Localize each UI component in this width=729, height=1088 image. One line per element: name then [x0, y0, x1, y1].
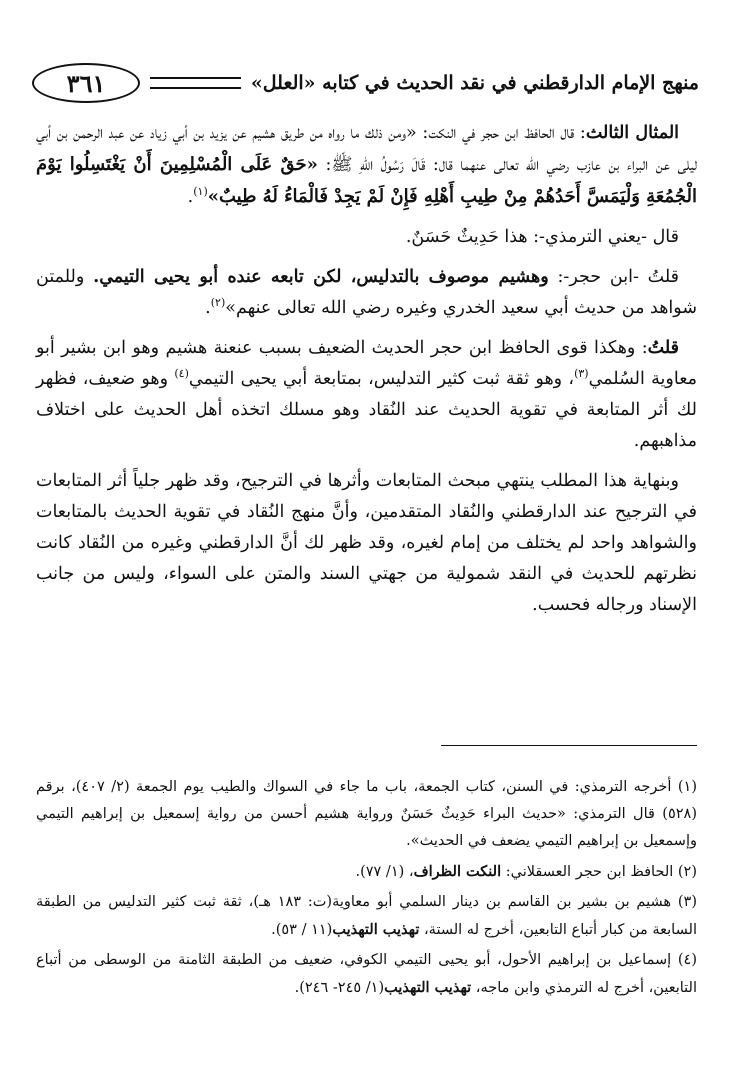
footnote-text: (٢) الحافظ ابن حجر العسقلاني: [501, 864, 697, 880]
paragraph-text: قال -يعني الترمذي-: هذا حَدِيثٌ حَسَنٌ. [405, 227, 679, 247]
footnote-source-title: تهذيب التهذيب [332, 921, 420, 938]
footnote-text-end: ، (١/ ٧٧). [355, 864, 414, 880]
comment-label: قلتُ [647, 338, 679, 358]
footnote-1 [36, 774, 697, 855]
page-number: ٣٦١ [32, 63, 140, 103]
running-header [32, 60, 699, 106]
footnote-3 [36, 889, 697, 944]
footnote-ref-1: (١) [193, 185, 208, 199]
paragraph-conclusion [36, 466, 697, 621]
footnote-text-end: (١١ / ٥٣). [271, 922, 333, 938]
footnote-2 [36, 858, 697, 886]
paragraph-text: : وهكذا قوى الحافظ ابن حجر الحديث الضعيف بسبب عنعنة هشيم وهو ابن بشير أبو معاوية السُلمي [36, 338, 698, 389]
example-label: المثال الثالث [585, 123, 680, 143]
footnote-source-title: النكت الظراف [413, 863, 502, 880]
footnote-ref-3: (٣) [574, 367, 589, 381]
paragraph-text-b: ، وهو ثقة ثبت كثير التدليس، بمتابعة أبي يحيى التيمي [188, 369, 575, 389]
footnote-text-end: (١/ ٢٤٥- ٢٤٦). [294, 980, 385, 996]
footnote-text: (١) أخرجه الترمذي: في السنن، كتاب الجمعة، باب ما جاء في السواك والطيب يوم الجمعة (٢/ ٤٠٧)، برقم (٥٢٨) قال الترمذي: «حديث البراء حَدِيثٌ حَسَنٌ ورواية هشيم أحسن من رواية إسمعيل بن إبراهيم التيمي وإسمعيل بن إبراهيم التيمي يضعف في الحديث». [36, 779, 697, 849]
footnote-text: (٣) هشيم بن بشير بن القاسم بن دينار السلمي أبو معاوية(ت: ١٨٣ هـ)، ثقة ثبت كثير التدليس من الطبقة السابعة من كبار أتباع التابعين، أخرج له الستة، [36, 894, 697, 938]
footnote-text: (٤) إسماعيل بن إبراهيم الأحول، أبو يحيى التيمي الكوفي، ضعيف من الطبقة الثامنة من الوسطى من أتباع التابعين، أخرج له الترمذي وابن ماجه، [36, 952, 697, 996]
footnotes [36, 774, 697, 1005]
paragraph-text-c: وهو ضعيف، فظهر لك أثر المتابعة في تقوية الحديث عند النُقاد وهو مسلك اتخذه أهل الحديث على اختلاف مذاهبهم. [36, 369, 697, 451]
footnote-separator [441, 745, 697, 746]
paragraph-end: . [187, 187, 194, 207]
paragraph-end: . [205, 298, 211, 318]
paragraph-ibn-hajar [36, 262, 697, 324]
header-rule [150, 77, 241, 89]
hadith-quote: «حَقٌ عَلَى الْمُسْلِمِينَ أَنْ يَغْتَسِلُوا يَوْمَ الْجُمُعَةِ وَلْيَمَسَّ أَحَدُهُمْ مِنْ طِيبِ أَهْلِهِ فَإِنْ لَمْ يَجِدْ فَالْمَاءُ لَهُ طِيبٌ» [36, 154, 697, 207]
paragraph-tirmidhi [36, 222, 697, 253]
paragraph-text: قلتُ -ابن حجر-: [548, 267, 680, 287]
paragraph-text: : قال الحافظ ابن حجر في النكت: «ومن ذلك ما رواه من طريق هشيم عن يزيد بن أبي زياد عن عبد الرحمن بن أبي ليلى عن البراء بن عازب رضي الله تعالى عنهما قال: قَالَ رَسُولُ اللهِ ﷺ: [36, 123, 697, 175]
footnote-4 [36, 947, 697, 1002]
paragraph-text: وبنهاية هذا المطلب ينتهي مبحث المتابعات وأثرها في الترجيح، وقد ظهر جلياً أثر المتابعات في الترجيح عند الدارقطني والنُقاد المتقدمين، وأنَّ منهج النُقاد في تقوية الحديث بالمتابعات والشواهد واحد لم يختلف من إمام لغيره، وقد ظهر لك أنَّ الدارقطني وغيره من النُقاد كانت نظرتهم للحديث في النقد شمولية من جهتي السند والمتن على السواء، وليس من جانب الإسناد ورجاله فحسب. [36, 471, 697, 615]
paragraph-example-three [36, 118, 697, 213]
footnote-source-title: تهذيب التهذيب [384, 979, 472, 996]
footnote-ref-2: (٢) [210, 296, 226, 310]
paragraph-author-comment [36, 333, 697, 457]
paragraph-text-rest: وللمتن شواهد من حديث أبي سعيد الخدري وغيره رضي الله تعالى عنهم» [36, 267, 697, 318]
bold-statement: وهشيم موصوف بالتدليس، لكن تابعه عنده أبو يحيى التيمي. [93, 267, 549, 287]
main-text [36, 118, 697, 630]
footnote-ref-4: (٤) [174, 367, 189, 381]
book-title: منهج الإمام الدارقطني في نقد الحديث في كتابه «العلل» [250, 72, 699, 94]
